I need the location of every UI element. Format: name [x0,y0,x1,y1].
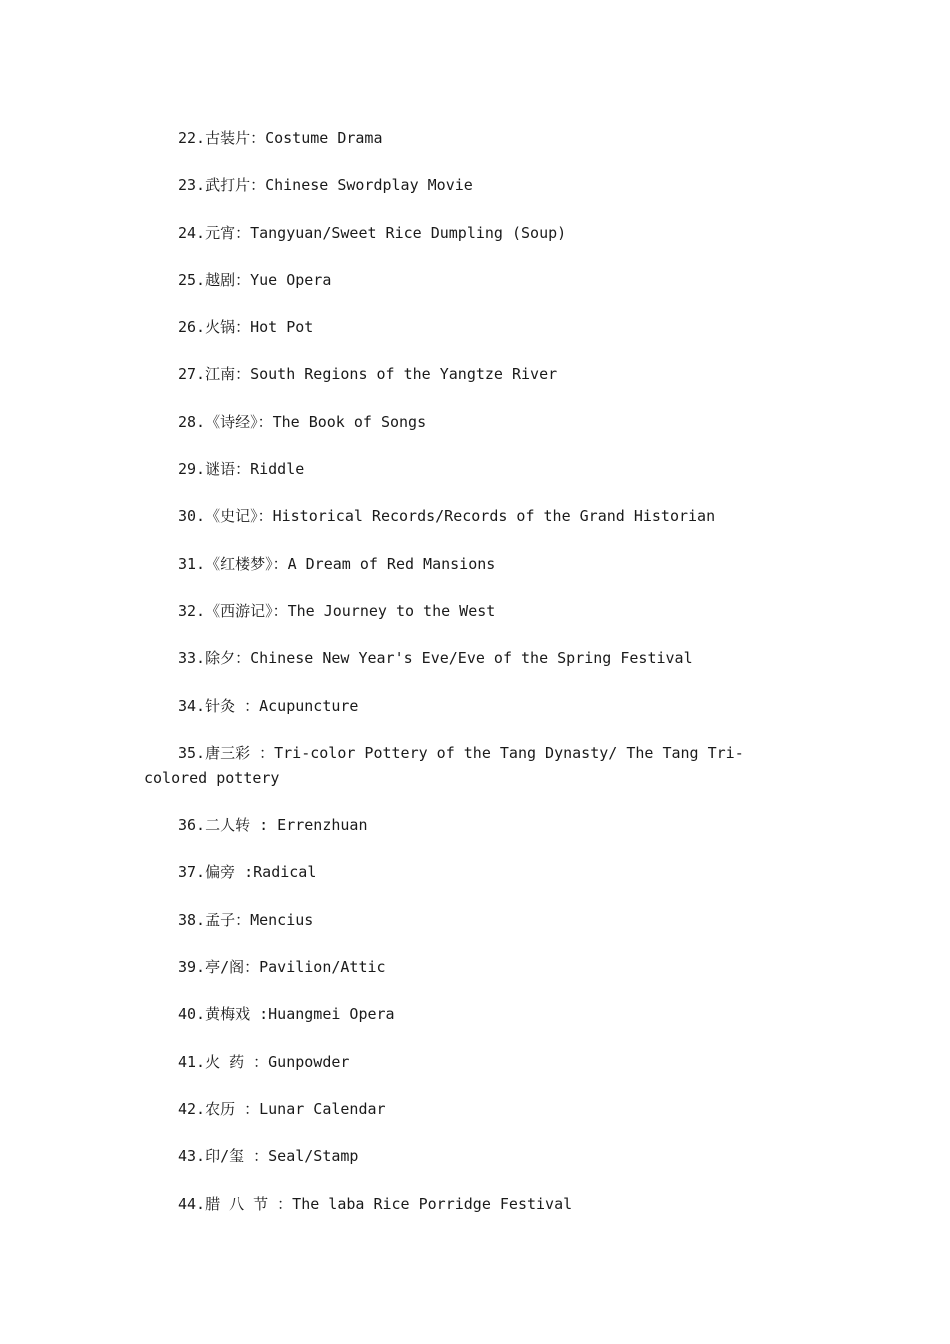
glossary-entry: 27.江南：South Regions of the Yangtze River [178,365,558,384]
glossary-entry: 38.孟子：Mencius [178,910,314,929]
glossary-entry: 25.越剧：Yue Opera [178,270,332,289]
glossary-entry: 36.二人转 : Errenzhuan [178,816,368,835]
glossary-entry: 30.《史记》：Historical Records/Records of the Grand Historian [178,507,716,526]
glossary-entry: 44.腊 八 节 ：The laba Rice Porridge Festival [178,1194,573,1213]
glossary-entry: 39.亭/阁：Pavilion/Attic [178,958,386,977]
glossary-entry: 43.印/玺 ：Seal/Stamp [178,1147,359,1166]
glossary-entry: 35.唐三彩 ：Tri-color Pottery of the Tang Dynasty/ The Tang Tri-colored pottery [144,743,744,787]
glossary-entry: 37.偏旁 :Radical [178,863,317,882]
glossary-entry: 32.《西游记》：The Journey to the West [178,601,496,620]
glossary-entry: 24.元宵：Tangyuan/Sweet Rice Dumpling (Soup) [178,223,567,242]
glossary-entry: 34.针灸 ：Acupuncture [178,696,359,715]
glossary-entry: 26.火锅：Hot Pot [178,318,314,337]
glossary-entry: 42.农历 ：Lunar Calendar [178,1099,386,1118]
glossary-entry: 33.除夕：Chinese New Year's Eve/Eve of the Spring Festival [178,649,693,668]
glossary-entry: 40.黄梅戏 :Huangmei Opera [178,1005,395,1024]
glossary-entry: 41.火 药 ：Gunpowder [178,1052,350,1071]
glossary-entry: 28.《诗经》：The Book of Songs [178,412,427,431]
glossary-entry: 29.谜语：Riddle [178,460,305,479]
glossary-entry: 31.《红楼梦》：A Dream of Red Mansions [178,554,496,573]
glossary-list [144,126,804,1239]
glossary-entry: 23.武打片：Chinese Swordplay Movie [178,176,473,195]
glossary-entry: 22.古装片：Costume Drama [178,129,383,147]
